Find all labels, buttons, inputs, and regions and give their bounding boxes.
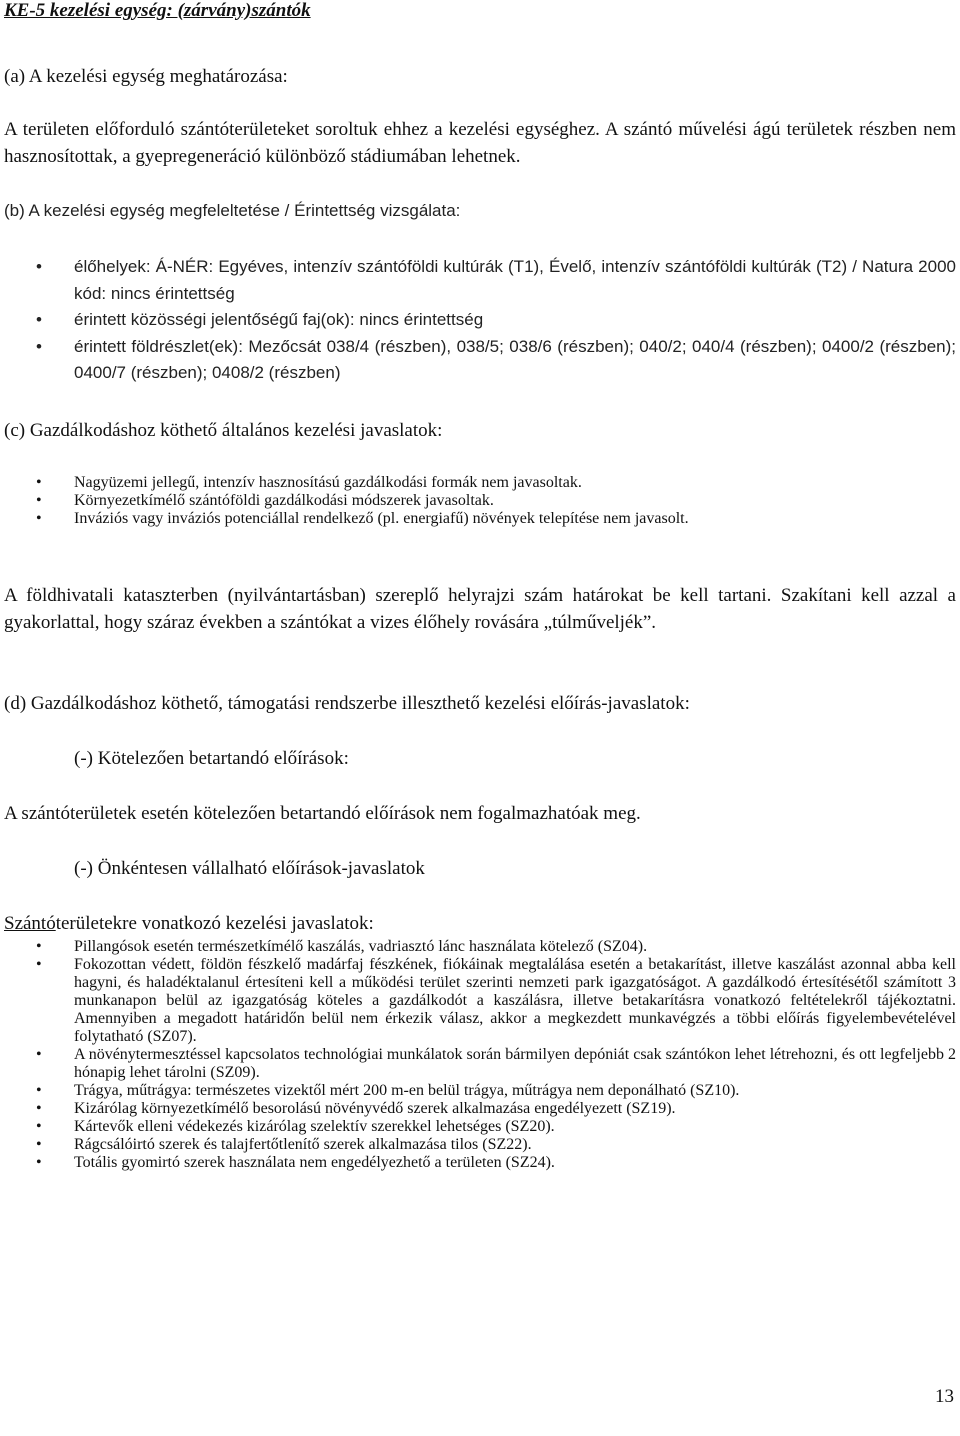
list-item: • Fokozottan védett, földön fészkelő madárfaj fészkének, fiókáinak megtalálása esetén a betakarítást, illetve kaszálást azonnal abba kell hagyni, és haladéktalanul értesíteni kell a működési terület szerinti nemzeti park igazgatóságot. A gazdálkodó értesítésétől számított 3 munkanapon belül az igazgatóság köteles a gazdálkodót a kaszálásra, illetve betakarításra vonatkozó feltételekről tájékoztatni. Amennyiben a megadott határidőn belül nem érkezik válasz, akkor a megkezdett munkavégzés a többi előírás figyelembevételével folytatható (SZ07).	[36, 956, 956, 1045]
bullet-icon: •	[36, 1154, 42, 1171]
list-item: • érintett közösségi jelentőségű faj(ok): nincs érintettség	[4, 307, 956, 334]
bullet-icon: •	[36, 257, 42, 276]
list-item: • Kártevők elleni védekezés kizárólag szelektív szerekkel lehetséges (SZ20).	[36, 1118, 555, 1135]
bullet-icon: •	[36, 1046, 42, 1063]
bullet-icon: •	[36, 1136, 42, 1153]
section-b-list	[4, 254, 956, 387]
section-a-body: A területen előforduló szántóterületeket soroltuk ehhez a kezelési egységhez. A szántó művelési ágú területek részben nem hasznosítottak, a gyepregeneráció különböző stádiumában lehetnek.	[4, 119, 956, 167]
section-b-heading: (b) A kezelési egység megfeleltetése / Érintettség vizsgálata:	[4, 201, 461, 220]
list-item: • Nagyüzemi jellegű, intenzív hasznosítású gazdálkodási formák nem javasoltak.	[36, 474, 582, 491]
bullet-icon: •	[36, 310, 42, 329]
mandatory-heading: (-) Kötelezően betartandó előírások:	[74, 748, 349, 769]
bullet-icon: •	[36, 492, 42, 509]
list-item: • Trágya, műtrágya: természetes vizektől mért 200 m-en belül trágya, műtrágya nem deponálható (SZ10).	[36, 1082, 740, 1099]
bullet-icon: •	[36, 1100, 42, 1117]
bullet-icon: •	[36, 510, 42, 527]
list-item: • A növénytermesztéssel kapcsolatos technológiai munkálatok során bármilyen depóniát csak szántókon lehet létrehozni, és ott legfeljebb 2 hónapig lehet tárolni (SZ09).	[36, 1046, 956, 1081]
section-d-list	[4, 938, 956, 1172]
list-item: • élőhelyek: Á-NÉR: Egyéves, intenzív szántóföldi kultúrák (T1), Évelő, intenzív szántóföldi kultúrák (T2) / Natura 2000 kód: nincs érintettség	[4, 254, 956, 307]
bullet-icon: •	[36, 474, 42, 491]
list-item: • Inváziós vagy inváziós potenciállal rendelkező (pl. energiafű) növények telepítése nem javasolt.	[36, 510, 689, 527]
section-a-heading: (a) A kezelési egység meghatározása:	[4, 66, 288, 87]
voluntary-heading: (-) Önkéntesen vállalható előírások-javaslatok	[74, 858, 425, 879]
section-c-paragraph: A földhivatali kataszterben (nyilvántartásban) szereplő helyrajzi szám határokat be kell tartani. Szakítani kell azzal a gyakorlattal, hogy száraz években a szántókat a vizes élőhely rovására „túlműveljék”.	[4, 585, 956, 633]
list-heading-rest: területekre vonatkozó kezelési javaslatok:	[55, 913, 374, 934]
list-item: • Pillangósok esetén természetkímélő kaszálás, vadriasztó lánc használata kötelező (SZ04).	[36, 938, 648, 955]
list-item: • Kizárólag környezetkímélő besorolású növényvédő szerek alkalmazása engedélyezett (SZ19).	[36, 1100, 676, 1117]
list-heading-underlined: Szántó	[4, 913, 56, 934]
list-item: • érintett földrészlet(ek): Mezőcsát 038/4 (részben), 038/5; 038/6 (részben); 040/2; 040/4 (részben); 0400/2 (részben); 0400/7 (részben); 0408/2 (részben)	[4, 334, 956, 387]
bullet-icon: •	[36, 1082, 42, 1099]
list-item: • Környezetkímélő szántóföldi gazdálkodási módszerek javasoltak.	[36, 492, 494, 509]
bullet-icon: •	[36, 336, 42, 356]
mandatory-text: A szántóterületek esetén kötelezően betartandó előírások nem fogalmazhatóak meg.	[4, 803, 641, 824]
list-heading	[4, 911, 956, 938]
section-c-list	[4, 474, 956, 528]
list-item: • Rágcsálóirtó szerek és talajfertőtlenítő szerek alkalmazása tilos (SZ22).	[36, 1136, 532, 1153]
document-title: KE-5 kezelési egység: (zárvány)szántók	[4, 0, 311, 21]
page-number: 13	[935, 1386, 954, 1407]
bullet-icon: •	[36, 1118, 42, 1135]
bullet-icon: •	[36, 938, 42, 955]
bullet-icon: •	[36, 956, 42, 973]
list-item: • Totális gyomirtó szerek használata nem engedélyezhető a területen (SZ24).	[36, 1154, 555, 1171]
section-c-heading: (c) Gazdálkodáshoz köthető általános kezelési javaslatok:	[4, 420, 443, 441]
section-d-heading: (d) Gazdálkodáshoz köthető, támogatási rendszerbe illeszthető kezelési előírás-javaslatok:	[4, 693, 690, 714]
